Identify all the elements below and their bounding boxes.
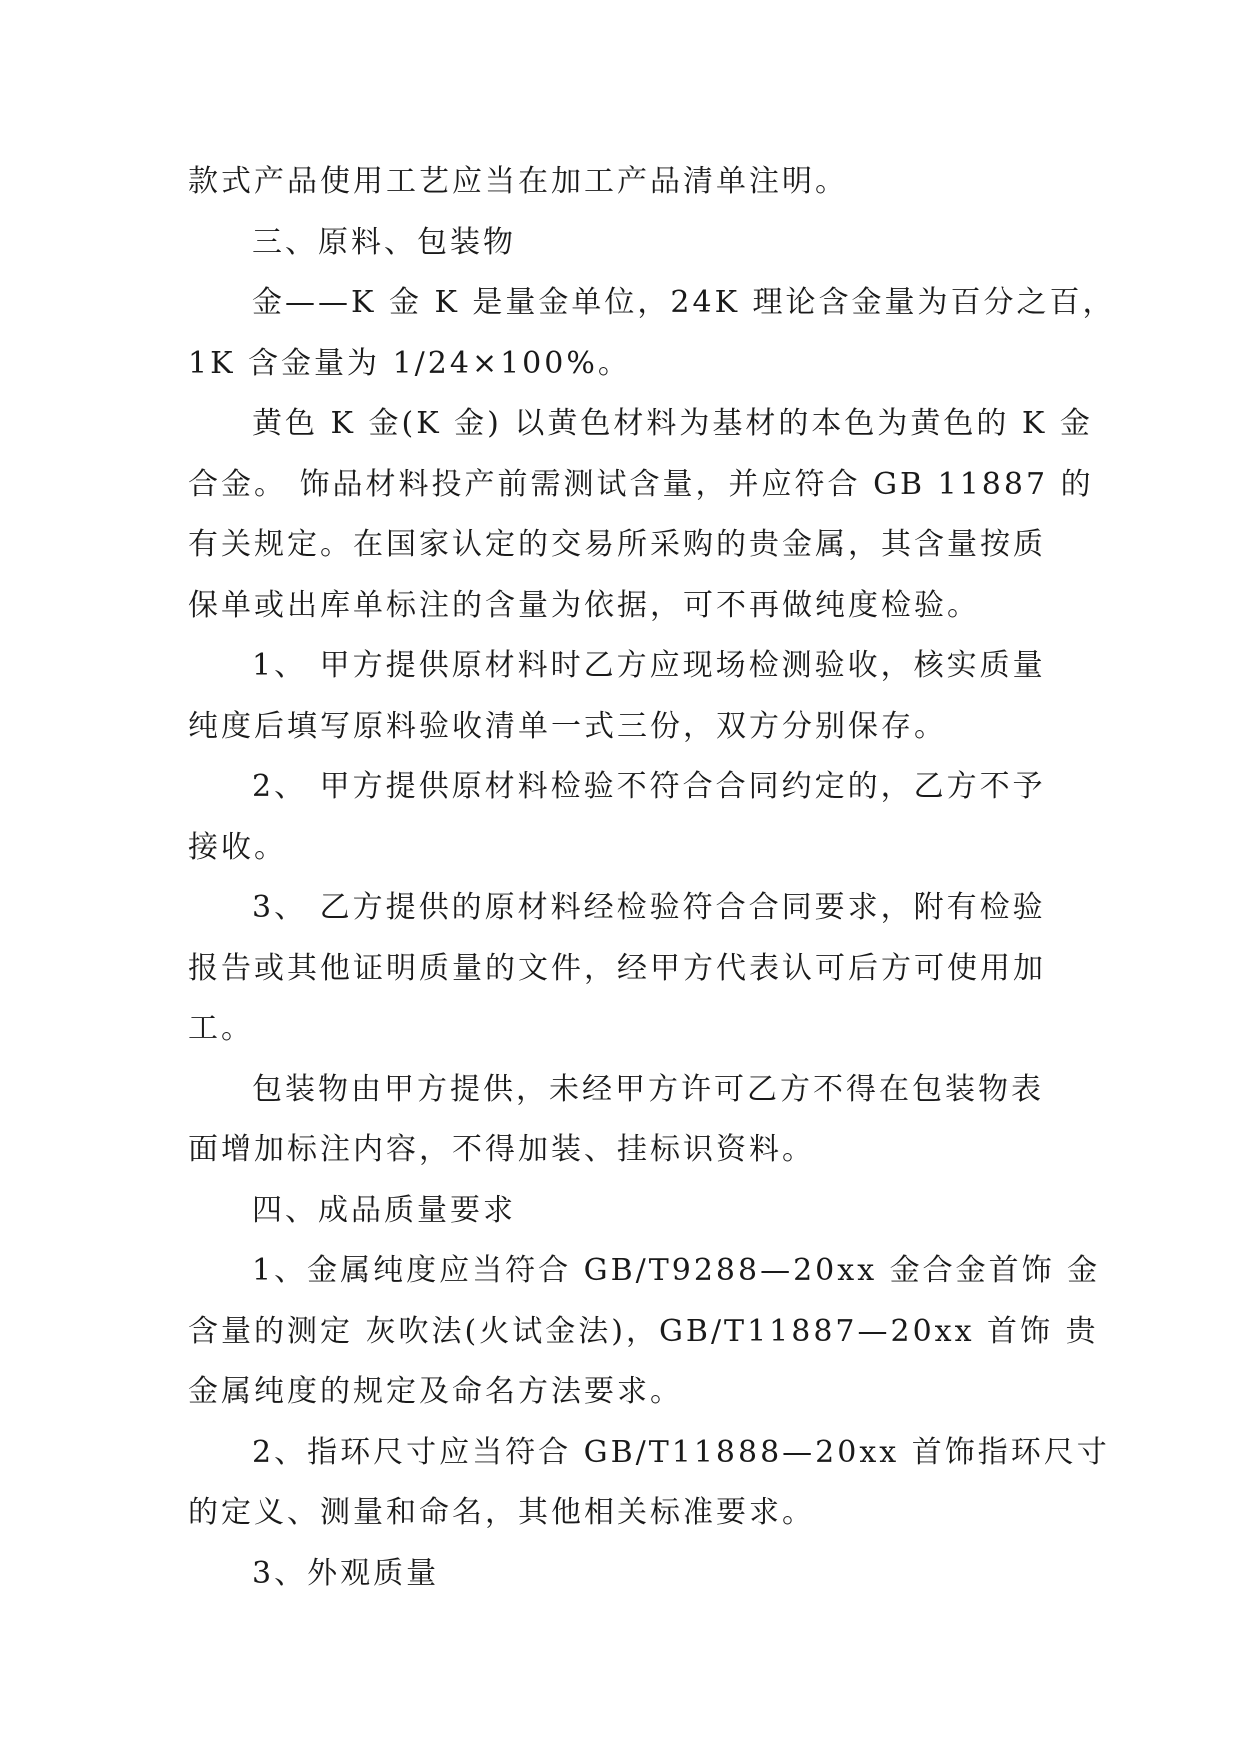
text-line: 包装物由甲方提供，未经甲方许可乙方不得在包装物表 <box>252 1071 1044 1107</box>
text-line: 合金。 饰品材料投产前需测试含量，并应符合 GB 11887 的 <box>188 466 1094 502</box>
list-item-1: 1、 甲方提供原材料时乙方应现场检测验收，核实质量 <box>252 648 1046 683</box>
text-line: 面增加标注内容，不得加装、挂标识资料。 <box>188 1132 815 1167</box>
section-heading-raw-materials: 三、原料、包装物 <box>252 224 516 260</box>
text-line: 有关规定。在国家认定的交易所采购的贵金属，其含量按质 <box>188 527 1046 562</box>
text-line: 含量的测定 灰吹法(火试金法)，GB/T11887—20xx 首饰 贵 <box>188 1313 1099 1349</box>
list-item-3: 3、 乙方提供的原材料经检验符合合同要求，附有检验 <box>252 890 1046 925</box>
text-line: 黄色 K 金(K 金) 以黄色材料为基材的本色为黄色的 K 金 <box>252 406 1093 441</box>
text-line: 接收。 <box>188 829 287 865</box>
text-line: 的定义、测量和命名，其他相关标准要求。 <box>188 1495 815 1530</box>
text-line: 金——K 金 K 是量金单位，24K 理论含金量为百分之百， <box>252 285 1116 320</box>
section-heading-quality-requirements: 四、成品质量要求 <box>252 1192 516 1228</box>
list-item-2: 2、 甲方提供原材料检验不符合合同约定的，乙方不予 <box>252 769 1046 804</box>
text-line: 纯度后填写原料验收清单一式三份，双方分别保存。 <box>188 708 947 744</box>
text-line: 工。 <box>188 1011 254 1046</box>
text-line: 款式产品使用工艺应当在加工产品清单注明。 <box>188 164 848 199</box>
text-line: 保单或出库单标注的含量为依据，可不再做纯度检验。 <box>188 587 980 623</box>
list-item-1: 1、金属纯度应当符合 GB/T9288—20xx 金合金首饰 金 <box>252 1253 1101 1288</box>
text-line: 1K 含金量为 1/24×100%。 <box>188 345 631 381</box>
list-item-2: 2、指环尺寸应当符合 GB/T11888—20xx 首饰指环尺寸 <box>252 1434 1110 1470</box>
list-item-3: 3、外观质量 <box>252 1555 440 1591</box>
document-body <box>188 152 1116 1604</box>
text-line: 报告或其他证明质量的文件，经甲方代表认可后方可使用加 <box>188 950 1046 986</box>
text-line: 金属纯度的规定及命名方法要求。 <box>188 1374 683 1409</box>
